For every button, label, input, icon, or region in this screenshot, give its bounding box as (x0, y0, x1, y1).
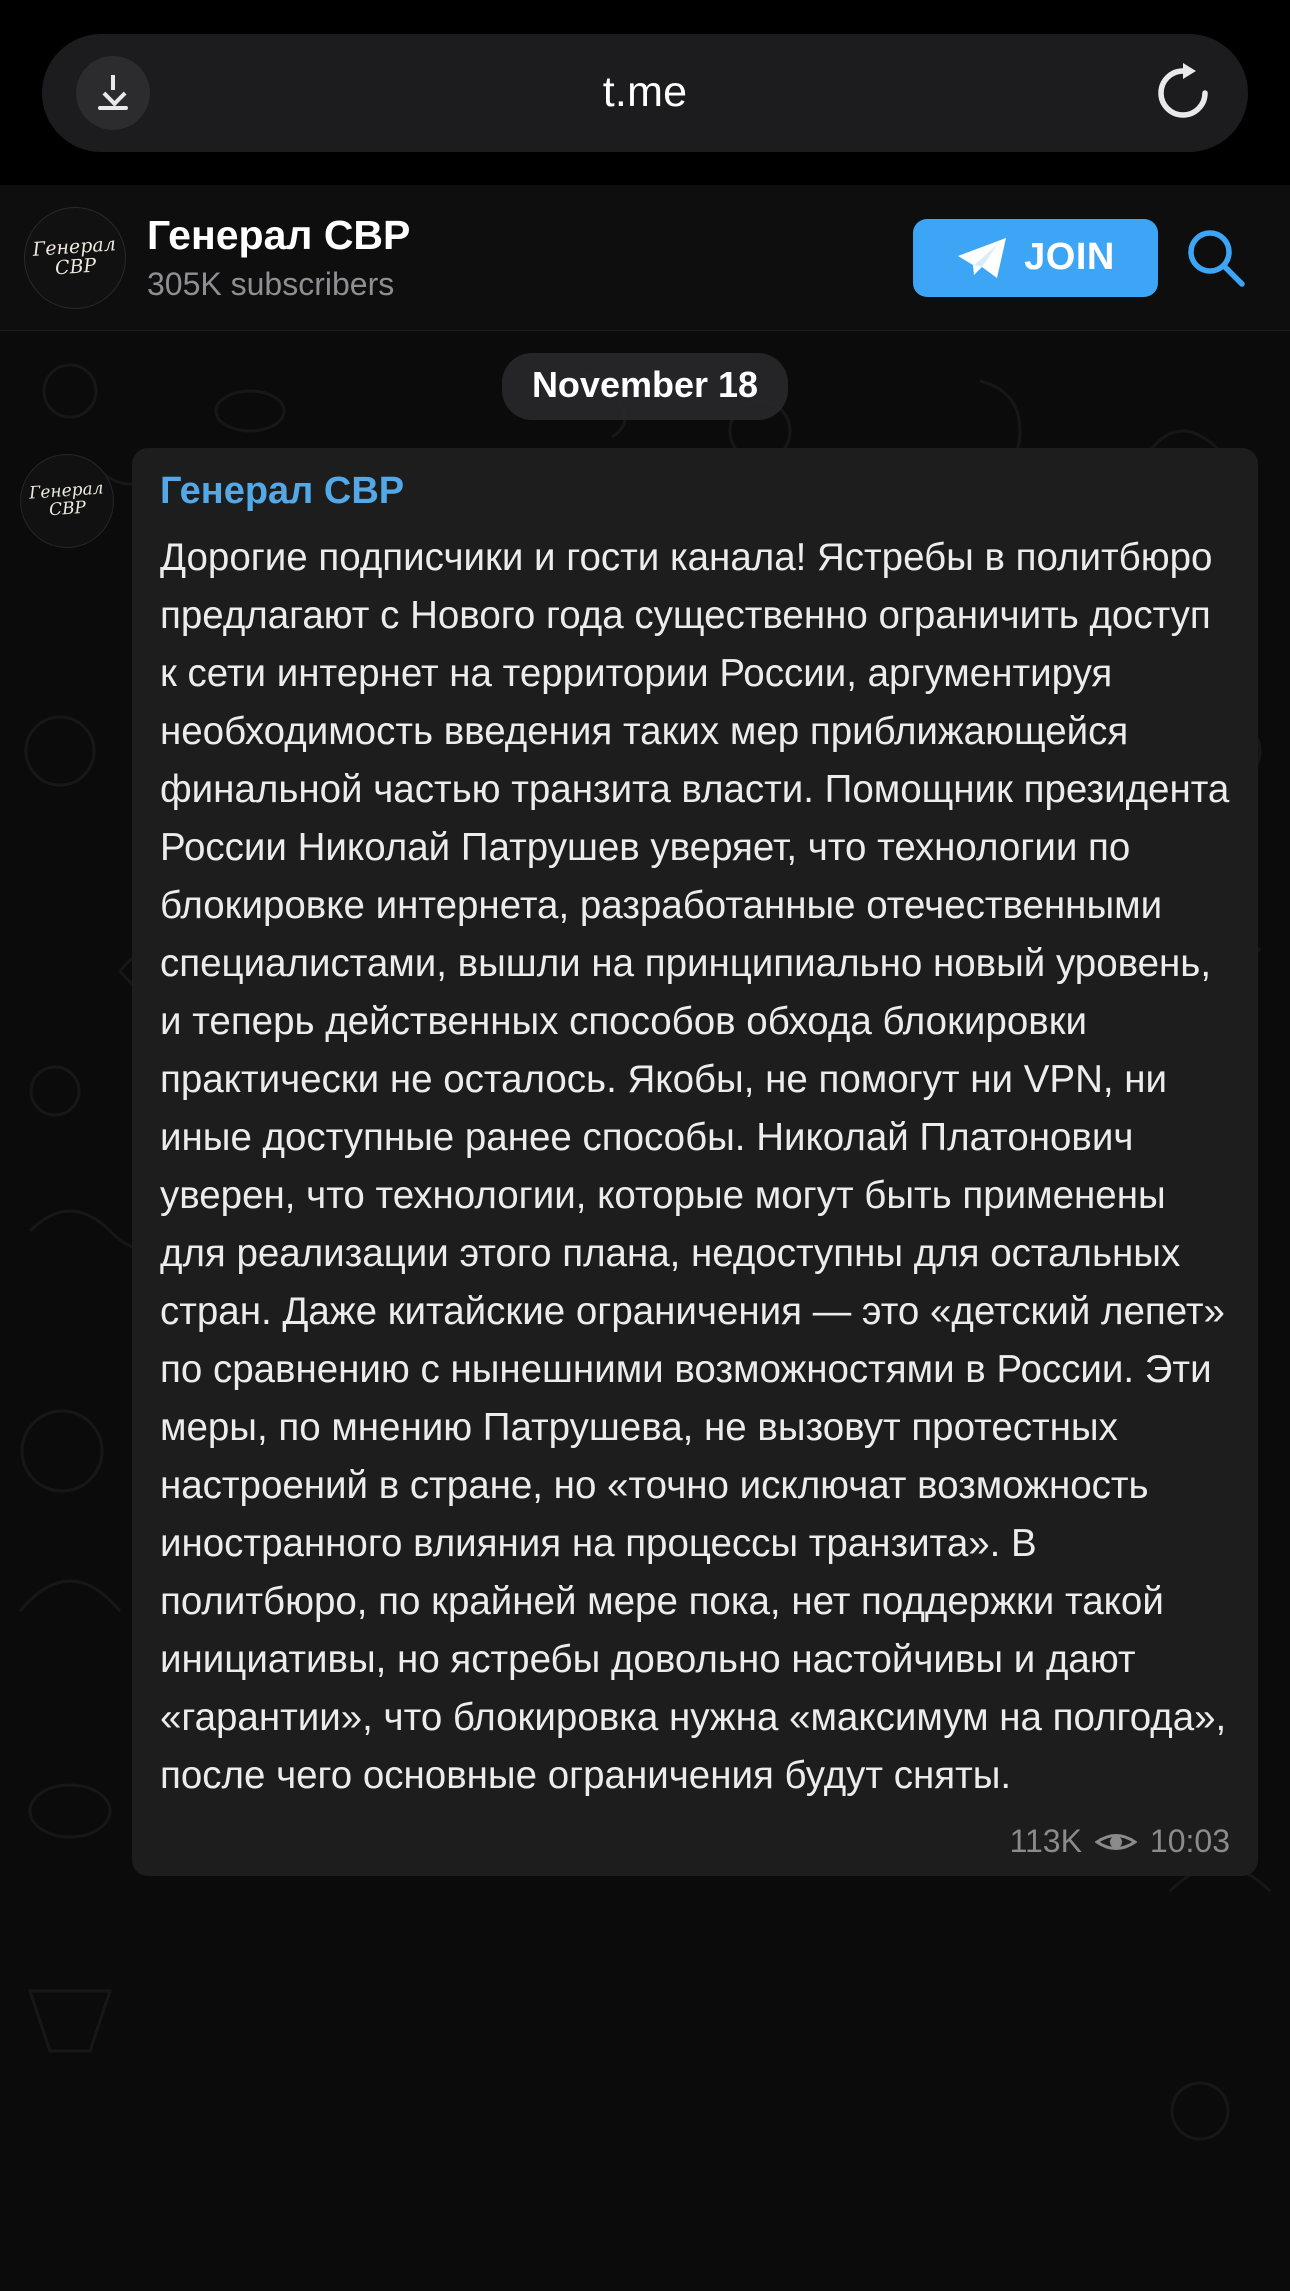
message-time: 10:03 (1149, 1823, 1230, 1859)
channel-name: Генерал СВР (147, 212, 411, 259)
address-bar[interactable] (42, 34, 1248, 152)
browser-top-bar (0, 0, 1290, 185)
channel-header (0, 185, 1290, 331)
chat-area[interactable] (0, 331, 1290, 2291)
search-icon[interactable] (1168, 210, 1264, 306)
join-label: JOIN (1024, 236, 1115, 278)
message-avatar[interactable] (20, 454, 114, 548)
avatar-label: Генерал СВР (31, 232, 117, 279)
message-author: Генерал СВР (160, 470, 405, 512)
message-text: Дорогие подписчики и гости канала! Ястребы в политбюро предлагают с Нового года существенно ограничить доступ к сети интернет на территории России, аргументируя необходимость введения таких мер приближающейся финальной частью транзита власти. Помощник президента России Николай Патрушев уверяет, что технологии по блокировке интернета, разработанные отечественными специалистами, вышли на принципиально новый уровень, и теперь действенных способов обхода блокировки практически не осталось. Якобы, не помогут ни VPN, ни иные доступные ранее способы. Николай Платонович уверен, что технологии, которые могут быть применены для реализации этого плана, недоступны для остальных стран. Даже китайские ограничения — это «детский лепет» по сравнению с нынешними возможностями в России. Эти меры, по мнению Патрушева, не вызовут протестных настроений в стране, но «точно исключат возможность иностранного влияния на процессы транзита». В политбюро, по крайней мере пока, нет поддержки такой инициативы, но ястребы довольно настойчивы и дают «гарантии», что блокировка нужна «максимум на полгода», после чего основные ограничения будут сняты. (160, 536, 1241, 1797)
reload-icon[interactable] (1152, 62, 1214, 124)
views-count: 113K (1009, 1823, 1082, 1859)
url-text: t.me (602, 68, 688, 116)
message-avatar-label: Генерал СВР (28, 478, 105, 521)
message-row (0, 420, 1290, 1876)
channel-meta (147, 212, 913, 302)
join-button[interactable] (913, 219, 1158, 297)
date-separator (0, 331, 1290, 420)
message-bubble[interactable] (132, 448, 1258, 1876)
date-chip-label: November 18 (502, 353, 788, 420)
eye-icon (1095, 1828, 1137, 1856)
message-footer (160, 1823, 1230, 1860)
channel-subscribers: 305K subscribers (147, 265, 395, 302)
telegram-icon (956, 236, 1008, 280)
channel-avatar[interactable] (24, 207, 126, 309)
